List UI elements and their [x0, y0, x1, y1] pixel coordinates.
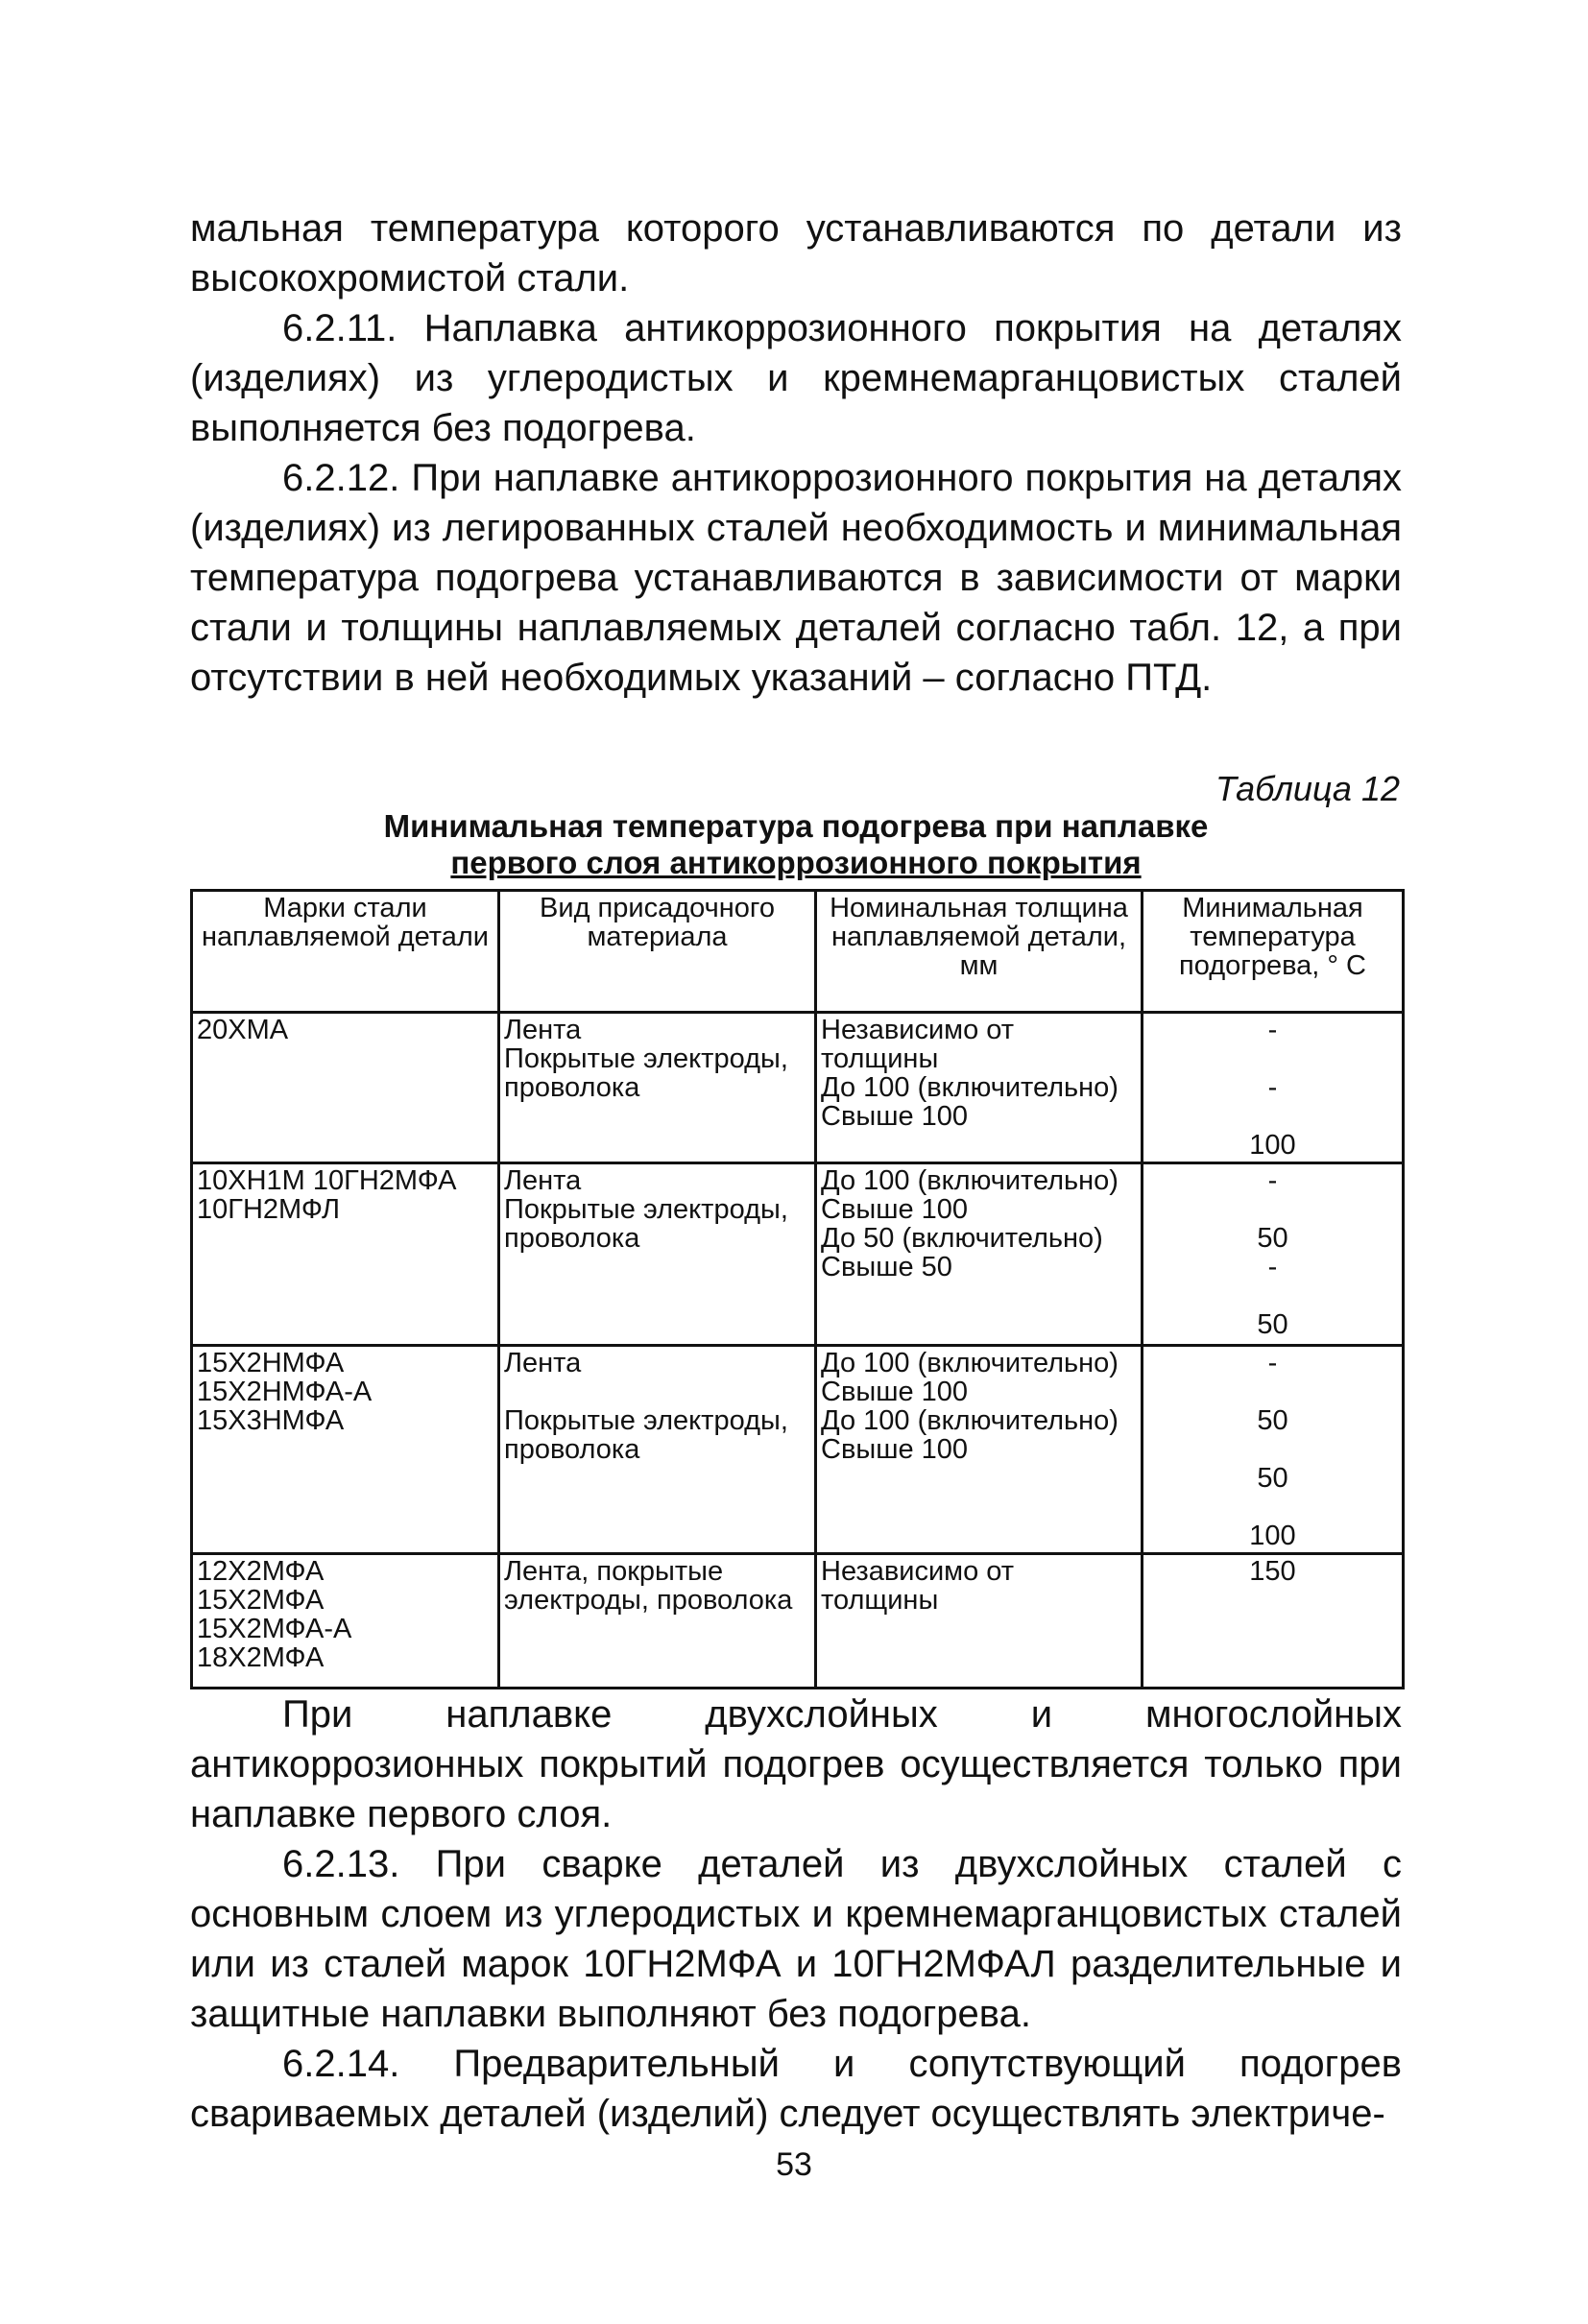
cell-materials — [499, 1163, 816, 1346]
cell-steels — [192, 1163, 499, 1346]
steel-grade: 15Х2НМФА-А — [197, 1377, 373, 1407]
thickness-value: Свыше 100 — [821, 1377, 969, 1407]
thickness-value: До 100 (включительно) — [821, 1072, 1119, 1103]
cell-steels — [192, 1346, 499, 1554]
temperature-value: 100 — [1249, 1521, 1296, 1551]
steel-grade: 15Х2НМФА — [197, 1348, 345, 1378]
temperature-value: - — [1267, 1072, 1278, 1103]
material: Покрытые электроды, проволока — [504, 1405, 788, 1465]
cell-temperatures — [1143, 1013, 1404, 1163]
cell-materials — [499, 1013, 816, 1163]
thickness-value: Свыше 100 — [821, 1101, 969, 1132]
temperature-value: - — [1267, 1015, 1278, 1045]
table-label: Таблица 12 — [1215, 769, 1400, 808]
steel-grade: 20ХМА — [197, 1015, 289, 1045]
header-thickness: Номинальная толщина наплавляемой детали, мм — [816, 891, 1143, 1013]
paragraph-6-2-13: 6.2.13. При сварке деталей из двухслойных сталей с основным слоем из углеродистых и кремнемарганцовистых сталей или из сталей марок 10ГН2МФА и 10ГН2МФАЛ разделительные и защитные наплавки выполняют без подогрева. — [190, 1843, 1402, 2035]
cell-steels — [192, 1554, 499, 1689]
page-number: 53 — [776, 2146, 812, 2183]
table-row — [192, 1554, 1404, 1689]
temperature-value: 50 — [1257, 1405, 1288, 1436]
steel-grade: 18Х2МФА — [197, 1642, 325, 1673]
thickness-value: Свыше 100 — [821, 1434, 969, 1465]
table-row — [192, 1163, 1404, 1346]
document-page — [190, 204, 1402, 2139]
material: Лента — [504, 1015, 582, 1045]
table-title-line1: Минимальная температура подогрева при наплавке — [383, 808, 1209, 844]
header-steel-grade: Марки стали наплавляемой детали — [192, 891, 499, 1013]
cell-thickness — [816, 1163, 1143, 1346]
header-filler-material: Вид присадочного материала — [499, 891, 816, 1013]
table-row — [192, 1013, 1404, 1163]
paragraph-6-2-11: 6.2.11. Наплавка антикоррозионного покрытия на деталях (изделиях) из углеродистых и кремнемарганцовистых сталей выполняется без подогрева. — [190, 307, 1402, 449]
cell-steels — [192, 1013, 499, 1163]
thickness-value: Свыше 50 — [821, 1252, 952, 1282]
temperature-value: - — [1267, 1252, 1278, 1282]
cell-temperatures — [1143, 1554, 1404, 1689]
temperature-value: - — [1267, 1165, 1278, 1196]
steel-grade: 15Х3НМФА — [197, 1405, 345, 1436]
steel-grade: 12Х2МФА — [197, 1556, 325, 1587]
thickness-value: До 100 (включительно) — [821, 1348, 1119, 1378]
table-row — [192, 1346, 1404, 1554]
steel-grade: 10ГН2МФЛ — [197, 1194, 340, 1225]
material: Покрытые электроды, проволока — [504, 1194, 788, 1254]
cell-materials — [499, 1346, 816, 1554]
cell-thickness — [816, 1013, 1143, 1163]
paragraph-multilayer-note: При наплавке двухслойных и многослойных антикоррозионных покрытий подогрев осуществляется только при наплавке первого слоя. — [190, 1693, 1402, 1835]
preheat-table — [190, 889, 1405, 1689]
material: Лента — [504, 1348, 582, 1378]
header-min-temperature: Минимальная температура подогрева, ° С — [1143, 891, 1404, 1013]
cell-temperatures — [1143, 1346, 1404, 1554]
temperature-value: 100 — [1249, 1130, 1296, 1161]
material: Лента, покрытые электроды, проволока — [504, 1556, 793, 1616]
thickness-value: До 50 (включительно) — [821, 1223, 1103, 1254]
temperature-value: - — [1267, 1348, 1278, 1378]
table-header-row — [192, 891, 1404, 1013]
paragraph-6-2-14: 6.2.14. Предварительный и сопутствующий подогрев свариваемых деталей (изделий) следует осуществлять электриче- — [190, 2043, 1402, 2135]
thickness-value: Независимо от толщины — [821, 1556, 1015, 1616]
steel-grade: 10ХН1М 10ГН2МФА — [197, 1165, 457, 1196]
steel-grade: 15Х2МФА-А — [197, 1614, 352, 1644]
table-title — [190, 808, 1402, 881]
cell-thickness — [816, 1554, 1143, 1689]
thickness-value: До 100 (включительно) — [821, 1165, 1119, 1196]
cell-temperatures — [1143, 1163, 1404, 1346]
temperature-value: 150 — [1249, 1556, 1296, 1587]
thickness-value: Независимо от толщины — [821, 1015, 1015, 1074]
material: Лента — [504, 1165, 582, 1196]
thickness-value: Свыше 100 — [821, 1194, 969, 1225]
temperature-value: 50 — [1257, 1223, 1288, 1254]
table-title-line2: первого слоя антикоррозионного покрытия — [450, 845, 1142, 880]
material: Покрытые электроды, проволока — [504, 1043, 788, 1103]
paragraph-6-2-12: 6.2.12. При наплавке антикоррозионного покрытия на деталях (изделиях) из легированных сталей необходимость и минимальная температура подогрева устанавливаются в зависимости от марки стали и толщины наплавляемых деталей согласно табл. 12, а при отсутствии в ней необходимых указаний – согласно ПТД. — [190, 457, 1402, 699]
cell-thickness — [816, 1346, 1143, 1554]
temperature-value: 50 — [1257, 1463, 1288, 1494]
paragraph-continuation: мальная температура которого устанавливаются по детали из высокохромистой стали. — [190, 207, 1402, 299]
temperature-value: 50 — [1257, 1309, 1288, 1340]
thickness-value: До 100 (включительно) — [821, 1405, 1119, 1436]
cell-materials — [499, 1554, 816, 1689]
steel-grade: 15Х2МФА — [197, 1585, 325, 1616]
